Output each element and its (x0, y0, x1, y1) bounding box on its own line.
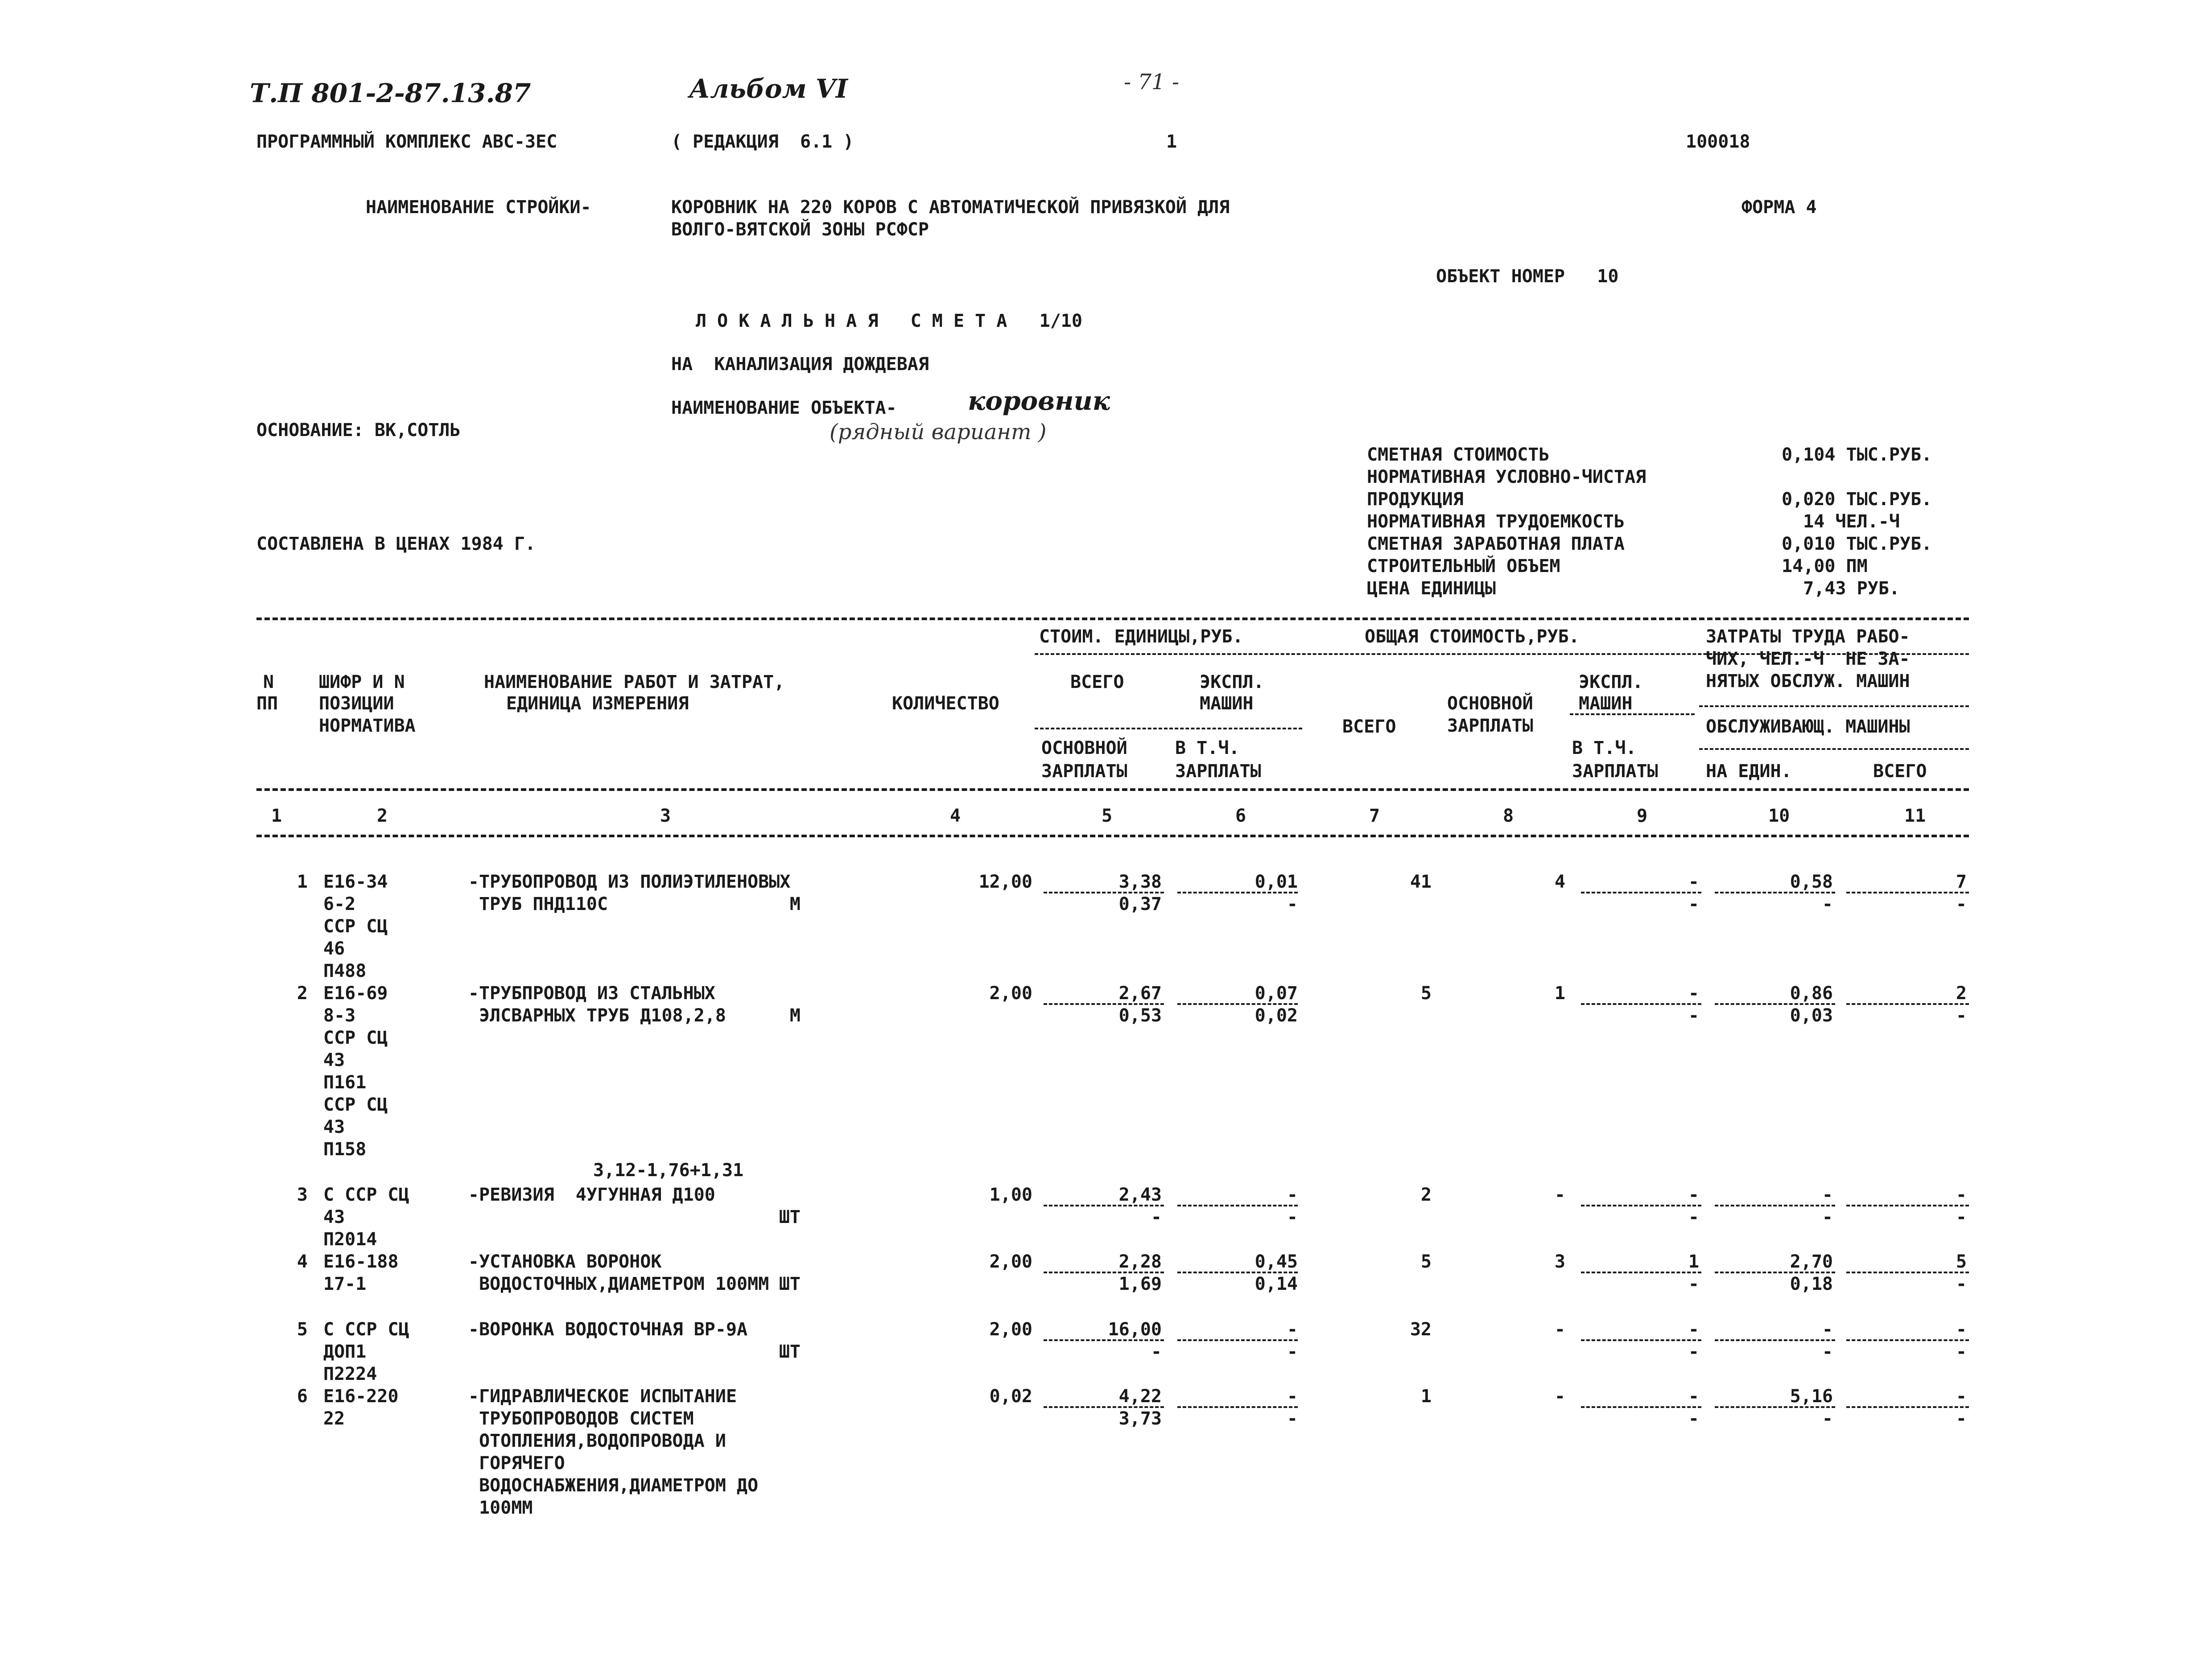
machine-labor-total: - (1956, 1207, 1967, 1227)
unit-cost-machines: - (1287, 1386, 1298, 1407)
code-number: 100018 (1686, 132, 1750, 152)
summary-label: СТРОИТЕЛЬНЫЙ ОБЪЕМ (1367, 556, 1560, 576)
labor-total: - (1956, 1386, 1967, 1407)
cell-divider (1581, 892, 1701, 893)
unit-cost-machines: 0,45 (1255, 1251, 1298, 1272)
col-number: 3 (660, 806, 671, 826)
unit-base-wages: - (1151, 1342, 1162, 1362)
program-label: ПРОГРАММНЫЙ КОМПЛЕКС АВС-3ЕС (256, 132, 557, 152)
header-subrule-unit (1035, 728, 1302, 729)
machine-labor-per-unit: - (1822, 894, 1833, 914)
total-machine-wages: - (1688, 1342, 1699, 1362)
object-variant-handwritten: (рядный вариант ) (830, 420, 1047, 445)
header-total-base-2: ЗАРПЛАТЫ (1447, 716, 1533, 736)
norm-code: П488 (323, 961, 367, 981)
norm-code: ССР СЦ (323, 1028, 388, 1048)
unit-of-measure: М (789, 894, 801, 914)
unit-of-measure: ШТ (779, 1207, 801, 1227)
total-machines: 1 (1688, 1251, 1699, 1272)
header-code-1: ШИФР И N (319, 672, 405, 692)
summary-label: НОРМАТИВНАЯ УСЛОВНО-ЧИСТАЯ (1367, 467, 1647, 487)
cell-divider (1715, 1205, 1835, 1206)
labor-per-unit: 2,70 (1790, 1251, 1833, 1272)
header-n: N (263, 672, 274, 692)
unit-base-wages: 1,69 (1118, 1274, 1162, 1294)
norm-code: 8-3 (323, 1005, 356, 1026)
norm-code: П2014 (323, 1229, 377, 1250)
total-cost: 32 (1410, 1319, 1432, 1340)
work-name: ОТОПЛЕНИЯ,ВОДОПРОВОДА И (468, 1431, 726, 1451)
cell-divider (1846, 1272, 1969, 1273)
header-mid-rule (256, 788, 1969, 791)
total-machines: - (1688, 1386, 1699, 1407)
basis-label: ОСНОВАНИЕ: ВК,СОТЛЬ (256, 420, 461, 440)
total-machine-wages: - (1688, 1408, 1699, 1429)
norm-code: Е16-220 (323, 1386, 399, 1407)
unit-machine-wages: 0,02 (1255, 1005, 1298, 1026)
labor-per-unit: 5,16 (1790, 1386, 1833, 1407)
norm-code: П2224 (323, 1364, 377, 1384)
unit-base-wages: 0,37 (1118, 894, 1162, 914)
header-unit-machines-1: ЭКСПЛ. (1200, 672, 1264, 692)
total-machine-wages: - (1688, 1207, 1699, 1227)
work-name: ВОДОСНАБЖЕНИЯ,ДИАМЕТРОМ ДО (468, 1475, 759, 1496)
total-machine-wages: - (1688, 1274, 1699, 1294)
norm-code: Е16-188 (323, 1251, 399, 1272)
norm-code: 46 (323, 939, 345, 959)
norm-code: Е16-69 (323, 983, 388, 1004)
unit-base-wages: 0,53 (1118, 1005, 1162, 1026)
cell-divider (1177, 1339, 1298, 1341)
unit-cost-machines: - (1287, 1319, 1298, 1340)
norm-code: 6-2 (323, 894, 356, 914)
norm-code: 17-1 (323, 1274, 367, 1294)
document-subject: НА КАНАЛИЗАЦИЯ ДОЖДЕВАЯ (671, 354, 929, 375)
quantity: 2,00 (989, 1251, 1032, 1272)
header-labor-4: ОБСЛУЖИВАЮЩ. МАШИНЫ (1706, 716, 1910, 737)
cell-divider (1715, 1406, 1835, 1408)
norm-code: 22 (323, 1408, 345, 1429)
unit-cost-total: 3,38 (1118, 872, 1162, 892)
header-unit-machines-2: МАШИН (1200, 693, 1254, 714)
cell-divider (1715, 892, 1835, 893)
header-subrule-labor-2 (1699, 748, 1969, 750)
cell-divider (1044, 1003, 1164, 1005)
unit-cost-machines: 0,01 (1255, 872, 1298, 892)
header-subrule-labor (1699, 705, 1969, 707)
cell-divider (1044, 1339, 1164, 1341)
header-unit-total: ВСЕГО (1070, 672, 1124, 692)
quantity: 12,00 (978, 872, 1032, 892)
header-total-base-1: ОСНОВНОЙ (1447, 693, 1533, 714)
cell-divider (1177, 1205, 1298, 1206)
cell-divider (1715, 1003, 1835, 1005)
work-name: ГОРЯЧЕГО (468, 1453, 565, 1474)
work-name: -ТРУБОПРОВОД ИЗ ПОЛИЭТИЛЕНОВЫХ (468, 872, 791, 892)
header-total-wages-1: В Т.Ч. (1572, 738, 1637, 758)
header-code-2: ПОЗИЦИИ (319, 693, 394, 714)
labor-per-unit: - (1822, 1185, 1833, 1205)
norm-code: 43 (323, 1207, 345, 1227)
total-machines: - (1688, 1319, 1699, 1340)
machine-labor-total: - (1956, 1274, 1967, 1294)
cell-divider (1044, 892, 1164, 893)
total-machines: - (1688, 983, 1699, 1004)
header-labor-3: НЯТЫХ ОБСЛУЖ. МАШИН (1706, 671, 1910, 692)
unit-cost-total: 4,22 (1118, 1386, 1162, 1407)
construction-line-2: ВОЛГО-ВЯТСКОЙ ЗОНЫ РСФСР (671, 219, 929, 240)
machine-labor-total: - (1956, 1005, 1967, 1026)
header-total-machines-2: МАШИН (1579, 693, 1633, 714)
unit-cost-total: 16,00 (1108, 1319, 1162, 1340)
row-number: 5 (297, 1319, 308, 1340)
total-machine-wages: - (1688, 894, 1699, 914)
object-number: ОБЪЕКТ НОМЕР 10 (1436, 266, 1619, 287)
norm-code: ДОП1 (323, 1342, 367, 1362)
labor-per-unit: 0,86 (1790, 983, 1833, 1004)
cell-divider (1581, 1339, 1701, 1341)
page-number: - 71 - (1124, 70, 1180, 95)
total-cost: 41 (1410, 872, 1432, 892)
summary-value: 0,020 ТЫС.РУБ. (1782, 489, 1932, 510)
total-base-wages: - (1554, 1319, 1565, 1340)
summary-value: 0,104 ТЫС.РУБ. (1782, 445, 1932, 465)
unit-machine-wages: - (1287, 1408, 1298, 1429)
quantity: 0,02 (989, 1386, 1032, 1407)
cell-divider (1044, 1205, 1164, 1206)
form-label: ФОРМА 4 (1742, 197, 1817, 218)
total-base-wages: 4 (1554, 872, 1565, 892)
labor-total: - (1956, 1319, 1967, 1340)
labor-total: 5 (1956, 1251, 1967, 1272)
cell-divider (1581, 1406, 1701, 1408)
col-number: 4 (950, 806, 961, 826)
unit-machine-wages: 0,14 (1255, 1274, 1298, 1294)
cell-divider (1715, 1272, 1835, 1273)
norm-code: 43 (323, 1117, 345, 1137)
row-number: 3 (297, 1185, 308, 1205)
total-machines: - (1688, 1185, 1699, 1205)
unit-cost-total: 2,67 (1118, 983, 1162, 1004)
work-name: -ВОРОНКА ВОДОСТОЧНАЯ ВР-9А (468, 1319, 748, 1340)
cell-divider (1044, 1272, 1164, 1273)
machine-labor-per-unit: - (1822, 1207, 1833, 1227)
cell-divider (1846, 1205, 1969, 1206)
unit-cost-machines: - (1287, 1185, 1298, 1205)
col-number: 11 (1904, 806, 1926, 826)
unit-machine-wages: - (1287, 894, 1298, 914)
summary-value: 14,00 ПМ (1782, 556, 1868, 576)
machine-labor-per-unit: - (1822, 1408, 1833, 1429)
cell-divider (1715, 1339, 1835, 1341)
unit-machine-wages: - (1287, 1207, 1298, 1227)
machine-labor-per-unit: 0,18 (1790, 1274, 1833, 1294)
summary-label: НОРМАТИВНАЯ ТРУДОЕМКОСТЬ (1367, 511, 1625, 532)
col-number: 5 (1102, 806, 1113, 826)
machine-labor-total: - (1956, 1342, 1967, 1362)
norm-code: П161 (323, 1072, 367, 1093)
col-number: 2 (377, 806, 388, 826)
header-per-unit: НА ЕДИН. (1706, 761, 1792, 782)
labor-per-unit: 0,58 (1790, 872, 1833, 892)
header-quantity: КОЛИЧЕСТВО (892, 693, 999, 714)
cell-divider (1846, 892, 1969, 893)
sheet-number: 1 (1166, 132, 1177, 152)
machine-labor-total: - (1956, 1408, 1967, 1429)
cell-divider (1177, 1003, 1298, 1005)
total-cost: 1 (1420, 1386, 1432, 1407)
col-number: 8 (1503, 806, 1514, 826)
work-name: -УСТАНОВКА ВОРОНОК (468, 1251, 662, 1272)
construction-label: НАИМЕНОВАНИЕ СТРОЙКИ- (366, 197, 591, 218)
unit-cost-total: 2,43 (1118, 1185, 1162, 1205)
cell-divider (1177, 1272, 1298, 1273)
work-name: ВОДОСТОЧНЫХ,ДИАМЕТРОМ 100ММ (468, 1274, 769, 1294)
norm-code: 43 (323, 1050, 345, 1070)
object-name-handwritten: коровник (968, 386, 1110, 416)
header-unit-wages-1: В Т.Ч. (1175, 738, 1240, 758)
document-reference: Т.П 801-2-87.13.87 (250, 78, 531, 108)
summary-value: 14 ЧЕЛ.-Ч (1782, 511, 1900, 532)
header-labor-total: ВСЕГО (1873, 761, 1927, 782)
album-label: Альбом VI (689, 74, 848, 104)
header-unit-cost: СТОИМ. ЕДИНИЦЫ,РУБ. (1039, 626, 1243, 647)
total-base-wages: 3 (1554, 1251, 1565, 1272)
work-name: 100ММ (468, 1498, 533, 1518)
quantity: 1,00 (989, 1185, 1032, 1205)
total-cost: 2 (1420, 1185, 1432, 1205)
norm-code: ССР СЦ (323, 1095, 388, 1115)
norm-code: Е16-34 (323, 872, 388, 892)
total-base-wages: 1 (1554, 983, 1565, 1004)
header-unit-base-2: ЗАРПЛАТЫ (1041, 761, 1127, 782)
cell-divider (1177, 1406, 1298, 1408)
prices-label: СОСТАВЛЕНА В ЦЕНАХ 1984 Г. (256, 534, 536, 554)
unit-machine-wages: - (1287, 1342, 1298, 1362)
col-number: 6 (1235, 806, 1246, 826)
summary-label: ПРОДУКЦИЯ (1367, 489, 1464, 510)
edition-label: ( РЕДАКЦИЯ 6.1 ) (671, 132, 854, 152)
total-base-wages: - (1554, 1386, 1565, 1407)
unit-cost-total: 2,28 (1118, 1251, 1162, 1272)
work-name: -ГИДРАВЛИЧЕСКОЕ ИСПЫТАНИЕ (468, 1386, 737, 1407)
quantity: 2,00 (989, 1319, 1032, 1340)
cell-divider (1846, 1339, 1969, 1341)
summary-value: 0,010 ТЫС.РУБ. (1782, 534, 1932, 554)
work-name: ТРУБОПРОВОДОВ СИСТЕМ (468, 1408, 694, 1429)
work-name: ЭЛСВАРНЫХ ТРУБ Д108,2,8 (468, 1005, 726, 1026)
table-top-rule (256, 617, 1969, 620)
cell-divider (1044, 1406, 1164, 1408)
col-number: 1 (271, 806, 282, 826)
norm-code: П158 (323, 1139, 367, 1160)
cell-divider (1846, 1003, 1969, 1005)
row-number: 1 (297, 872, 308, 892)
header-name-1: НАИМЕНОВАНИЕ РАБОТ И ЗАТРАТ, (484, 672, 785, 692)
cell-divider (1846, 1406, 1969, 1408)
total-machines: - (1688, 872, 1699, 892)
header-total-machines-1: ЭКСПЛ. (1579, 672, 1643, 692)
header-unit-base-1: ОСНОВНОЙ (1041, 738, 1127, 758)
summary-value: 7,43 РУБ. (1782, 578, 1900, 599)
header-total-wages-2: ЗАРПЛАТЫ (1572, 761, 1658, 782)
unit-base-wages: 3,73 (1118, 1408, 1162, 1429)
document-title: Л О К А Л Ь Н А Я С М Е Т А 1/10 (696, 311, 1082, 331)
norm-code: ССР СЦ (323, 916, 388, 937)
total-machine-wages: - (1688, 1005, 1699, 1026)
row-number: 2 (297, 983, 308, 1004)
cell-divider (1581, 1003, 1701, 1005)
col-number: 10 (1768, 806, 1790, 826)
header-bottom-rule (256, 835, 1969, 837)
header-code-3: НОРМАТИВА (319, 716, 416, 736)
total-cost: 5 (1420, 983, 1432, 1004)
machine-labor-per-unit: - (1822, 1342, 1833, 1362)
header-total-cost: ОБЩАЯ СТОИМОСТЬ,РУБ. (1365, 626, 1580, 647)
header-pp: ПП (256, 693, 278, 714)
machine-labor-per-unit: 0,03 (1790, 1005, 1833, 1026)
norm-code: С ССР СЦ (323, 1319, 409, 1340)
col-number: 9 (1637, 806, 1648, 826)
quantity: 2,00 (989, 983, 1032, 1004)
col-number: 7 (1369, 806, 1380, 826)
unit-of-measure: ШТ (779, 1274, 801, 1294)
total-cost: 5 (1420, 1251, 1432, 1272)
labor-total: - (1956, 1185, 1967, 1205)
work-name: ТРУБ ПНД110С (468, 894, 608, 914)
row-number: 6 (297, 1386, 308, 1407)
unit-cost-machines: 0,07 (1255, 983, 1298, 1004)
object-label: НАИМЕНОВАНИЕ ОБЪЕКТА- (671, 398, 897, 418)
total-base-wages: - (1554, 1185, 1565, 1205)
cell-divider (1177, 892, 1298, 893)
labor-per-unit: - (1822, 1319, 1833, 1340)
unit-of-measure: М (789, 1005, 801, 1026)
machine-labor-total: - (1956, 894, 1967, 914)
header-unit-wages-2: ЗАРПЛАТЫ (1175, 761, 1261, 782)
labor-total: 7 (1956, 872, 1967, 892)
summary-label: СМЕТНАЯ СТОИМОСТЬ (1367, 445, 1550, 465)
cell-divider (1581, 1205, 1701, 1206)
header-total-all: ВСЕГО (1342, 716, 1396, 737)
norm-code: С ССР СЦ (323, 1185, 409, 1205)
header-subrule-total (1570, 713, 1695, 715)
header-labor-2: ЧИХ, ЧЕЛ.-Ч НЕ ЗА- (1706, 649, 1910, 669)
summary-label: СМЕТНАЯ ЗАРАБОТНАЯ ПЛАТА (1367, 534, 1625, 554)
row-number: 4 (297, 1251, 308, 1272)
cell-divider (1581, 1272, 1701, 1273)
header-labor-1: ЗАТРАТЫ ТРУДА РАБО- (1706, 626, 1910, 647)
summary-label: ЦЕНА ЕДИНИЦЫ (1367, 578, 1496, 599)
construction-line-1: КОРОВНИК НА 220 КОРОВ С АВТОМАТИЧЕСКОЙ ПРИВЯЗКОЙ ДЛЯ (671, 197, 1230, 218)
unit-base-wages: - (1151, 1207, 1162, 1227)
formula-note: 3,12-1,76+1,31 (593, 1160, 744, 1181)
header-name-2: ЕДИНИЦА ИЗМЕРЕНИЯ (506, 693, 689, 714)
unit-of-measure: ШТ (779, 1342, 801, 1362)
work-name: -РЕВИЗИЯ 4УГУННАЯ Д100 (468, 1185, 715, 1205)
work-name: -ТРУБПРОВОД ИЗ СТАЛЬНЫХ (468, 983, 715, 1004)
labor-total: 2 (1956, 983, 1967, 1004)
